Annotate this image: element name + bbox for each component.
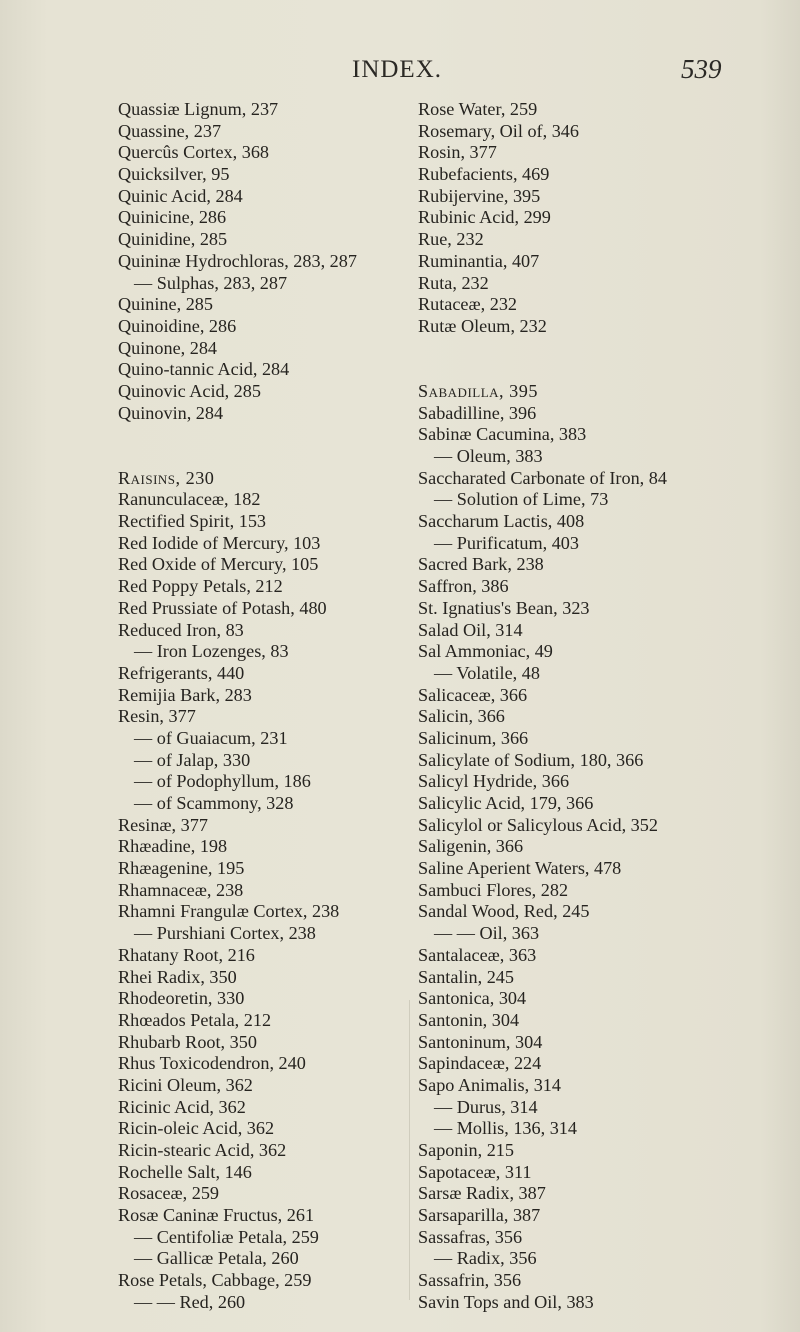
index-entry: Salad Oil, 314 <box>418 619 523 640</box>
index-subentry: — Gallicæ Petala, 260 <box>134 1248 299 1269</box>
section-first-entry: Raisins, 230 <box>118 467 215 488</box>
index-entry: Santonica, 304 <box>418 988 527 1009</box>
index-subentry: — Iron Lozenges, 83 <box>134 641 289 662</box>
index-entry: Rhubarb Root, 350 <box>118 1031 257 1052</box>
index-subentry: — Solution of Lime, 73 <box>434 489 609 510</box>
index-entry: Rectified Spirit, 153 <box>118 511 267 532</box>
index-entry: Rubefacients, 469 <box>418 164 550 185</box>
index-subentry: — — Red, 260 <box>134 1291 246 1312</box>
section-gap <box>118 424 408 446</box>
index-entry: Sapindaceæ, 224 <box>418 1053 542 1074</box>
index-subentry: — of Scammony, 328 <box>134 793 294 813</box>
index-entry: Rhœados Petala, 212 <box>118 1009 272 1030</box>
index-subentry: — Durus, 314 <box>434 1096 538 1117</box>
index-column-left <box>118 99 408 1314</box>
index-entry: Ranunculaceæ, 182 <box>118 489 261 510</box>
index-entry: Ruta, 232 <box>418 272 489 293</box>
index-entry: Quino-tannic Acid, 284 <box>118 359 290 380</box>
section-first-entry: Sabadilla, 395 <box>418 380 538 401</box>
index-entry: Rosaceæ, 259 <box>118 1183 220 1204</box>
index-entry: Salicylol or Salicylous Acid, 352 <box>418 814 658 835</box>
index-entry: Quinovin, 284 <box>118 402 224 423</box>
index-entry: Saponin, 215 <box>418 1140 514 1160</box>
index-entry: Sapotaceæ, 311 <box>418 1161 532 1182</box>
index-entry: Quinoidine, 286 <box>118 315 237 336</box>
index-entry: Rochelle Salt, 146 <box>118 1161 252 1182</box>
index-entry: Quassine, 237 <box>118 120 222 141</box>
index-entry: Rue, 232 <box>418 229 484 250</box>
index-entry: Rhatany Root, 216 <box>118 944 255 965</box>
index-entry: Ricin-oleic Acid, 362 <box>118 1118 275 1139</box>
index-entry: Rose Petals, Cabbage, 259 <box>118 1270 312 1291</box>
index-entry: Saffron, 386 <box>418 576 509 597</box>
index-entry: Quinovic Acid, 285 <box>118 380 261 401</box>
index-entry: Sarsæ Radix, 387 <box>418 1183 546 1204</box>
index-entry: Sacred Bark, 238 <box>418 554 544 575</box>
index-entry: Quinone, 284 <box>118 337 218 358</box>
index-subentry: — Purificatum, 403 <box>434 532 579 553</box>
index-entry: Savin Tops and Oil, 383 <box>418 1291 594 1312</box>
index-entry: Salicylate of Sodium, 180, 366 <box>418 749 644 770</box>
index-subentry: — Purshiani Cortex, 238 <box>134 923 316 944</box>
index-subentry: — Volatile, 48 <box>434 662 540 683</box>
index-subentry: — Mollis, 136, 314 <box>434 1118 577 1139</box>
index-entry: Sarsaparilla, 387 <box>418 1205 541 1226</box>
index-entry: Rhus Toxicodendron, 240 <box>118 1053 306 1074</box>
index-entry: Rhæagenine, 195 <box>118 858 245 879</box>
index-entry: Sambuci Flores, 282 <box>418 879 569 900</box>
index-entry: Saccharated Carbonate of Iron, 84 <box>418 467 667 488</box>
index-entry: Red Iodide of Mercury, 103 <box>118 532 321 553</box>
index-entry: Sassafras, 356 <box>418 1226 523 1247</box>
index-entry: Quininæ Hydrochloras, 283, 287 <box>118 250 357 271</box>
index-subentry: — Radix, 356 <box>434 1248 537 1269</box>
index-entry: Rhamni Frangulæ Cortex, 238 <box>118 901 340 922</box>
index-entry: Santalaceæ, 363 <box>418 944 537 965</box>
index-entry: Quinicine, 286 <box>118 207 227 228</box>
index-entry: Sabadilline, 396 <box>418 402 537 423</box>
page-header <box>0 48 800 88</box>
index-entry: Saligenin, 366 <box>418 836 524 857</box>
index-entry: Salicaceæ, 366 <box>418 684 528 705</box>
index-entry: Resinæ, 377 <box>118 814 208 835</box>
index-entry: Ricinic Acid, 362 <box>118 1096 246 1117</box>
index-entry: Rutæ Oleum, 232 <box>418 315 547 336</box>
index-entry: Red Poppy Petals, 212 <box>118 576 283 597</box>
running-head: INDEX. <box>352 56 443 83</box>
index-subentry: — Sulphas, 283, 287 <box>134 272 288 293</box>
index-subentry: — of Guaiacum, 231 <box>134 727 288 748</box>
index-entry: Quinine, 285 <box>118 294 213 315</box>
index-entry: Sandal Wood, Red, 245 <box>418 901 590 922</box>
index-entry: Rhæadine, 198 <box>118 836 228 857</box>
section-gap <box>418 359 798 381</box>
index-entry: Santonin, 304 <box>418 1009 520 1030</box>
index-entry: St. Ignatius's Bean, 323 <box>418 597 590 618</box>
page-number: 539 <box>681 54 722 84</box>
index-entry: Santoninum, 304 <box>418 1031 543 1052</box>
index-entry: Salicylic Acid, 179, 366 <box>418 793 594 813</box>
index-subentry: — of Jalap, 330 <box>134 749 251 770</box>
index-entry: Remijia Bark, 283 <box>118 684 252 705</box>
index-entry: Quassiæ Lignum, 237 <box>118 99 279 119</box>
index-entry: Rosæ Caninæ Fructus, 261 <box>118 1205 315 1226</box>
index-entry: Rhamnaceæ, 238 <box>118 879 244 900</box>
section-gap <box>418 338 798 360</box>
index-entry: Santalin, 245 <box>418 966 514 987</box>
index-entry: Ricin-stearic Acid, 362 <box>118 1140 287 1160</box>
index-entry: Rhodeoretin, 330 <box>118 988 245 1009</box>
index-entry: Ricini Oleum, 362 <box>118 1074 253 1095</box>
index-entry: Quercûs Cortex, 368 <box>118 142 270 163</box>
index-entry: Quinic Acid, 284 <box>118 185 243 206</box>
index-entry: Sassafrin, 356 <box>418 1270 522 1291</box>
index-entry: Rutaceæ, 232 <box>418 294 518 315</box>
index-subentry: — of Podophyllum, 186 <box>134 771 311 792</box>
index-entry: Sapo Animalis, 314 <box>418 1074 561 1095</box>
index-entry: Quicksilver, 95 <box>118 164 230 185</box>
index-entry: Rosin, 377 <box>418 142 497 163</box>
index-entry: Rhei Radix, 350 <box>118 966 237 987</box>
index-subentry: — Centifoliæ Petala, 259 <box>134 1226 319 1247</box>
index-entry: Quinidine, 285 <box>118 229 228 250</box>
index-entry: Refrigerants, 440 <box>118 662 245 683</box>
index-entry: Salicinum, 366 <box>418 727 529 748</box>
index-entry: Sabinæ Cacumina, 383 <box>418 424 587 445</box>
index-entry: Sal Ammoniac, 49 <box>418 641 553 662</box>
index-entry: Rose Water, 259 <box>418 99 538 119</box>
index-entry: Salicyl Hydride, 366 <box>418 771 570 792</box>
index-entry: Reduced Iron, 83 <box>118 619 244 640</box>
index-entry: Saline Aperient Waters, 478 <box>418 858 622 879</box>
index-entry: Ruminantia, 407 <box>418 250 540 271</box>
index-entry: Saccharum Lactis, 408 <box>418 511 585 532</box>
index-entry: Salicin, 366 <box>418 706 505 727</box>
index-subentry: — — Oil, 363 <box>434 923 540 944</box>
index-entry: Rubijervine, 395 <box>418 185 541 206</box>
index-entry: Rosemary, Oil of, 346 <box>418 120 579 141</box>
section-gap <box>118 446 408 468</box>
index-entry: Resin, 377 <box>118 706 196 727</box>
index-entry: Red Prussiate of Potash, 480 <box>118 597 327 618</box>
index-column-right <box>418 99 798 1314</box>
index-subentry: — Oleum, 383 <box>434 446 543 466</box>
index-entry: Rubinic Acid, 299 <box>418 207 551 228</box>
index-entry: Red Oxide of Mercury, 105 <box>118 554 319 575</box>
column-divider <box>409 1000 410 1300</box>
